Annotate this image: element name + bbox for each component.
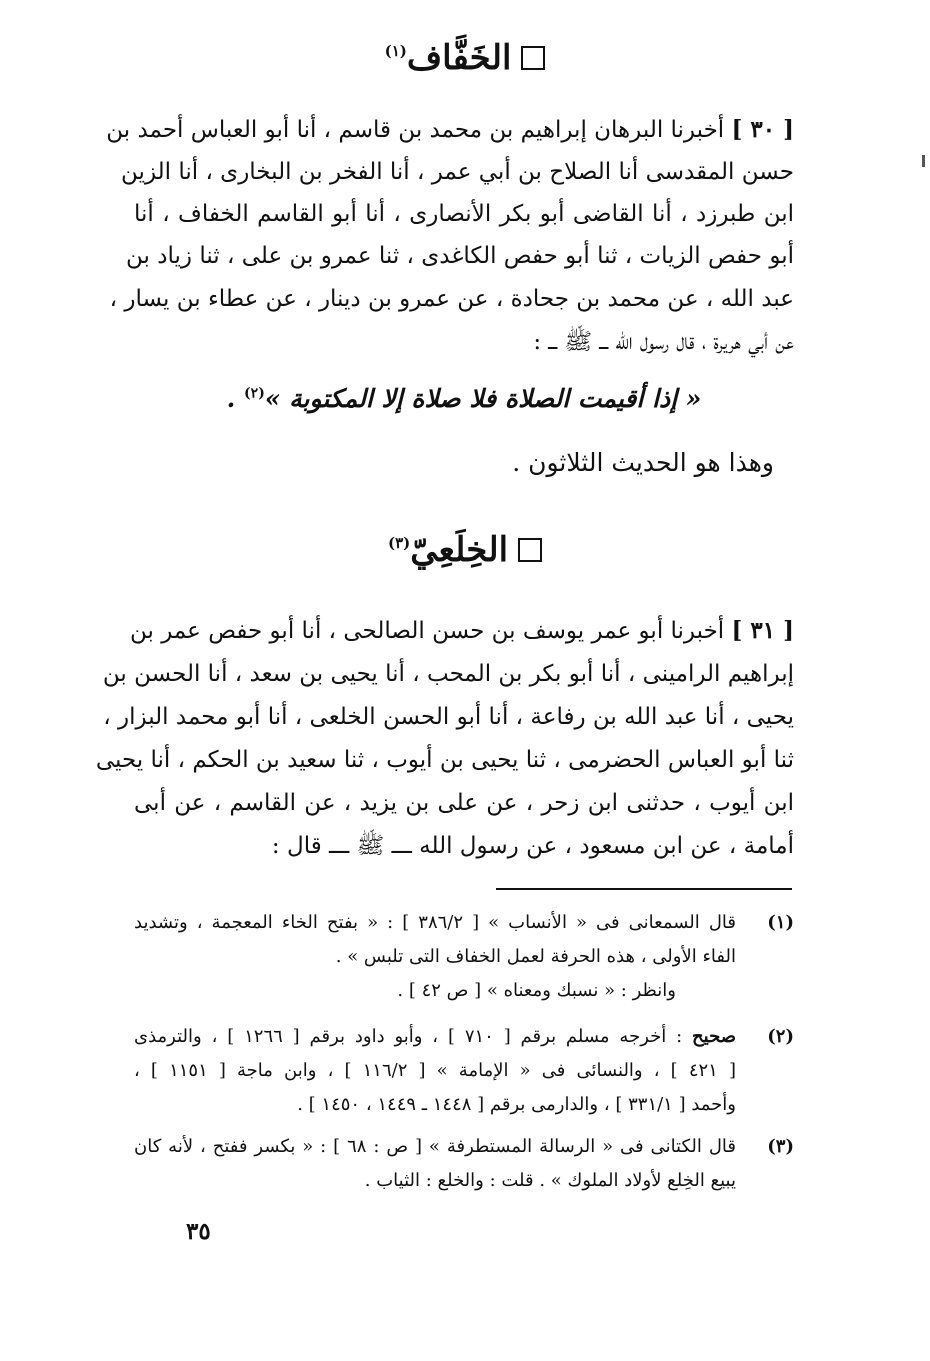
footnote-line: الفاء الأولى ، هذه الحرفة لعمل الخفاف التى تلبس » . — [335, 946, 736, 967]
square-bullet-icon — [518, 538, 542, 562]
footnote-line: وأحمد [ ٣٣١/١ ] ، والدارمى برقم [ ١٤٤٨ ـ ١٤٤٩ ، ١٤٥٠ ] . — [297, 1094, 736, 1115]
footnote-line: [ ٤٢١ ] ، والنسائى فى « الإمامة » [ ١١٦/٢ ] ، وابن ماجة [ ١١٥١ ] ، — [134, 1060, 736, 1081]
hadith-line: إبراهيم الرامينى ، أنا أبو بكر بن المحب ، أنا يحيى بن سعد ، أنا الحسن بن — [102, 661, 794, 687]
footnote-text: : أخرجه مسلم برقم [ ٧١٠ ] ، وأبو داود برقم [ ١٢٦٦ ] ، والترمذى — [134, 1026, 683, 1047]
hadith-line: يحيى ، أنا عبد الله بن رفاعة ، أنا أبو الحسن الخلعى ، أنا أبو محمد البزار ، — [103, 704, 794, 730]
grading-word: صحيح — [692, 1026, 736, 1047]
hadith-line: أبو حفص الزيات ، ثنا أبو حفص الكاغدى ، ثنا عمرو بن على ، ثنا زياد بن — [126, 243, 794, 269]
footnote-divider — [496, 888, 792, 890]
hadith-line: حسن المقدسى أنا الصلاح بن أبي عمر ، أنا الفخر بن البخارى ، أنا الزين — [121, 159, 794, 185]
heading-title: الخِلَعِيّ — [410, 530, 509, 570]
footnote-2 — [134, 1020, 794, 1122]
footnote-number: (١) — [767, 912, 794, 933]
hadith-line: ابن طبرزد ، أنا القاضى أبو بكر الأنصارى ، أنا أبو القاسم الخفاف ، أنا — [134, 201, 794, 227]
heading-title: الخَفَّاف — [406, 38, 512, 78]
hadith-text-quote — [134, 384, 794, 413]
footnote-3 — [134, 1130, 794, 1198]
hadith-line: عبد الله ، عن محمد بن جحادة ، عن عمرو بن دينار ، عن عطاء بن يسار ، — [109, 286, 794, 312]
footnote-ref: (١) — [384, 42, 407, 61]
hadith-line: ابن أيوب ، حدثنى ابن زحر ، عن على بن يزيد ، عن القاسم ، عن أبى — [134, 790, 794, 816]
hadith-text: أخبرنا أبو عمر يوسف بن حسن الصالحى ، أنا أبو حفص عمر بن — [129, 618, 725, 644]
footnote-line: قال السمعانى فى « الأنساب » [ ٣٨٦/٢ ] : « بفتح الخاء المعجمة ، وتشديد — [134, 912, 736, 933]
square-bullet-icon — [521, 46, 545, 70]
hadith-line: عن أبي هريرة ، قال رسول الله ـــ ﷺ ـــ : — [533, 329, 794, 355]
footnote-line — [134, 1020, 736, 1054]
footnote-line: قال الكتانى فى « الرسالة المستطرفة » [ ص : ٦٨ ] : « بكسر ففتح ، لأنه كان — [134, 1136, 736, 1157]
hadith-line — [106, 116, 794, 144]
hadith-line: ثنا أبو العباس الحضرمى ، ثنا يحيى بن أيوب ، ثنا سعيد بن الحكم ، أنا يحيى — [95, 747, 794, 773]
footnote-line: يبيع الخِلع لأولاد الملوك » . قلت : والخلع : الثياب . — [364, 1170, 736, 1191]
scan-edge-mark — [922, 155, 925, 167]
section-heading-khalai — [0, 530, 930, 570]
closing-line: وهذا هو الحديث الثلاثون . — [512, 448, 774, 477]
footnote-1 — [134, 906, 794, 1008]
hadith-line: أمامة ، عن ابن مسعود ، عن رسول الله ـــ ﷺ ـــ قال : — [271, 833, 794, 859]
footnote-line: وانظر : « نسبك ومعناه » [ ص ٤٢ ] . — [397, 980, 676, 1001]
quote-end: . — [226, 384, 236, 413]
hadith-text: أخبرنا البرهان إبراهيم بن محمد بن قاسم ، أنا أبو العباس أحمد بن — [106, 117, 725, 143]
quote-text: « إذا أقيمت الصلاة فلا صلاة إلا المكتوبة » — [264, 384, 702, 413]
section-heading-khaffaf — [0, 38, 930, 78]
footnote-number: (٢) — [767, 1026, 794, 1047]
hadith-number: [ ٣٠ ] — [731, 116, 794, 143]
hadith-number: [ ٣١ ] — [731, 617, 794, 644]
footnote-number: (٣) — [767, 1136, 794, 1157]
footnote-ref: (٣) — [387, 534, 411, 553]
hadith-line — [129, 617, 794, 645]
footnote-ref: (٢) — [244, 385, 265, 402]
page-number: ٣٥ — [186, 1218, 211, 1245]
